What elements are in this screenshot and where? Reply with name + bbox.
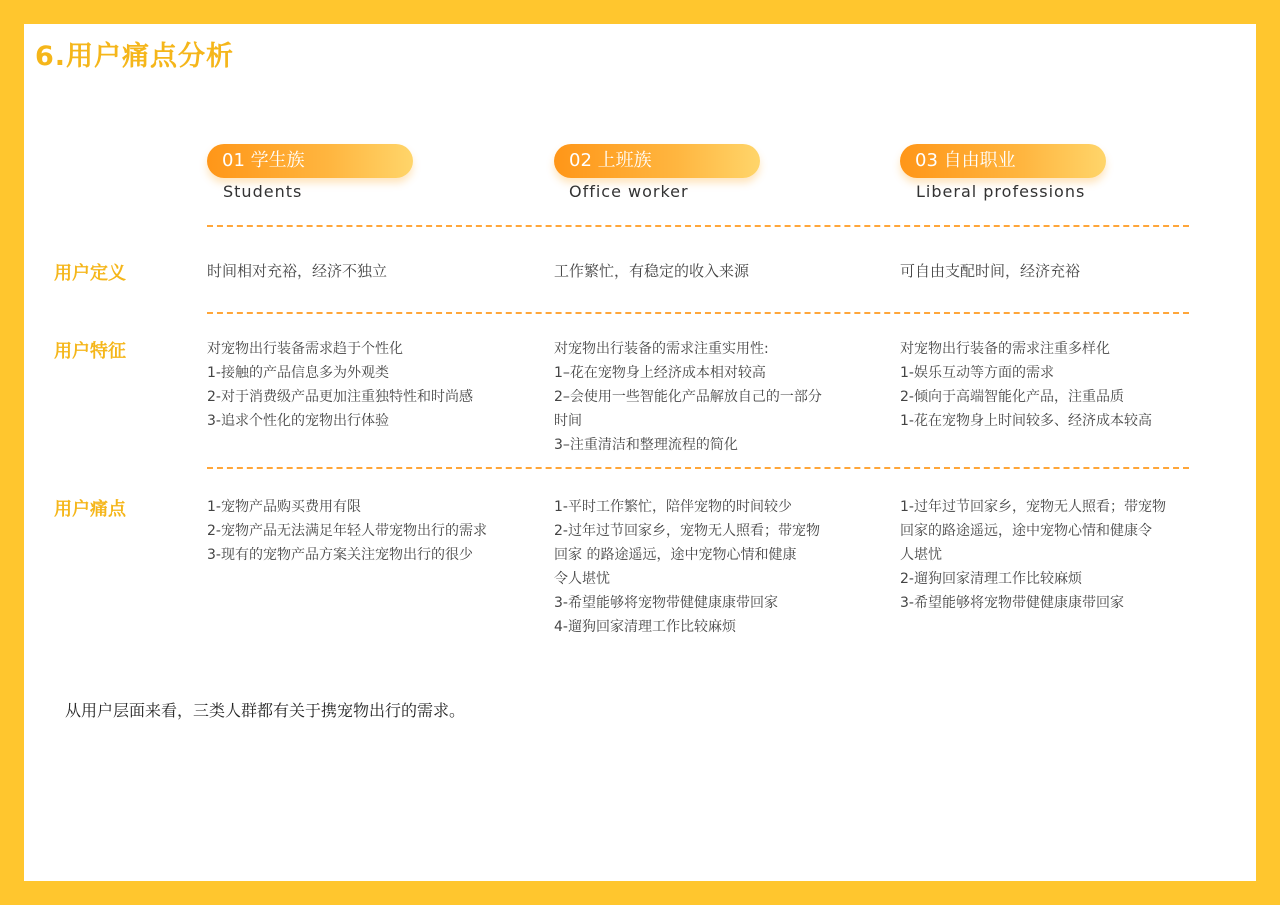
feature-line: 2-对于消费级产品更加注重独特性和时尚感 <box>207 389 473 405</box>
group-pill-office-worker: 02 上班族 <box>554 144 760 178</box>
feature-line: 时间 <box>554 413 582 429</box>
pain-points-office-worker <box>554 495 884 639</box>
pain-point-line: 3-希望能够将宠物带健健康康带回家 <box>900 595 1124 611</box>
feature-line: 1–花在宠物身上经济成本相对较高 <box>554 365 766 381</box>
feature-line: 1-花在宠物身上时间较多、经济成本较高 <box>900 413 1152 429</box>
features-students <box>207 337 537 433</box>
pain-point-line: 4-遛狗回家清理工作比较麻烦 <box>554 619 736 635</box>
group-pill-liberal-professions: 03 自由职业 <box>900 144 1106 178</box>
row-label-definition: 用户定义 <box>54 263 126 284</box>
feature-line: 3–注重清洁和整理流程的简化 <box>554 437 738 453</box>
feature-line: 3-追求个性化的宠物出行体验 <box>207 413 389 429</box>
row-label-pain-points: 用户痛点 <box>54 499 126 520</box>
feature-line: 2-倾向于高端智能化产品，注重品质 <box>900 389 1124 405</box>
feature-line: 1-接触的产品信息多为外观类 <box>207 365 389 381</box>
divider-features <box>207 467 1189 469</box>
pain-point-line: 2-遛狗回家清理工作比较麻烦 <box>900 571 1082 587</box>
definition-text: 工作繁忙，有稳定的收入来源 <box>554 262 750 280</box>
group-subtitle-office-worker: Office worker <box>569 182 689 201</box>
pain-point-line: 3-现有的宠物产品方案关注宠物出行的很少 <box>207 547 473 563</box>
pain-point-line: 2-过年过节回家乡，宠物无人照看；带宠物 <box>554 523 820 539</box>
pain-points-liberal-professions <box>900 495 1230 615</box>
definition-text: 可自由支配时间，经济充裕 <box>900 262 1081 280</box>
feature-line: 对宠物出行装备需求趋于个性化 <box>207 341 403 357</box>
conclusion-text: 从用户层面来看，三类人群都有关于携宠物出行的需求。 <box>65 701 466 720</box>
divider-header <box>207 225 1189 227</box>
pain-point-line: 令人堪忧 <box>554 571 610 587</box>
page-title: 6.用户痛点分析 <box>35 41 235 72</box>
group-pill-students: 01 学生族 <box>207 144 413 178</box>
definition-students <box>207 259 537 283</box>
pain-point-line: 1-宠物产品购买费用有限 <box>207 499 361 515</box>
definition-liberal-professions <box>900 259 1230 283</box>
pain-points-students <box>207 495 537 567</box>
page-sheet <box>24 24 1256 881</box>
pain-point-line: 1-平时工作繁忙，陪伴宠物的时间较少 <box>554 499 792 515</box>
divider-definition <box>207 312 1189 314</box>
pain-point-line: 回家 的路途遥远，途中宠物心情和健康 <box>554 547 797 563</box>
pain-point-line: 2-宠物产品无法满足年轻人带宠物出行的需求 <box>207 523 487 539</box>
features-liberal-professions <box>900 337 1230 433</box>
pain-point-line: 1-过年过节回家乡，宠物无人照看；带宠物 <box>900 499 1166 515</box>
feature-line: 对宠物出行装备的需求注重实用性: <box>554 341 769 357</box>
feature-line: 对宠物出行装备的需求注重多样化 <box>900 341 1110 357</box>
group-subtitle-liberal-professions: Liberal professions <box>916 182 1086 201</box>
row-label-features: 用户特征 <box>54 341 126 362</box>
pain-point-line: 3-希望能够将宠物带健健康康带回家 <box>554 595 778 611</box>
feature-line: 1-娱乐互动等方面的需求 <box>900 365 1054 381</box>
group-subtitle-students: Students <box>223 182 303 201</box>
definition-office-worker <box>554 259 884 283</box>
pain-point-line: 回家的路途遥远，途中宠物心情和健康令 <box>900 523 1152 539</box>
definition-text: 时间相对充裕，经济不独立 <box>207 262 388 280</box>
features-office-worker <box>554 337 884 457</box>
pain-point-line: 人堪忧 <box>900 547 942 563</box>
feature-line: 2–会使用一些智能化产品解放自己的一部分 <box>554 389 822 405</box>
